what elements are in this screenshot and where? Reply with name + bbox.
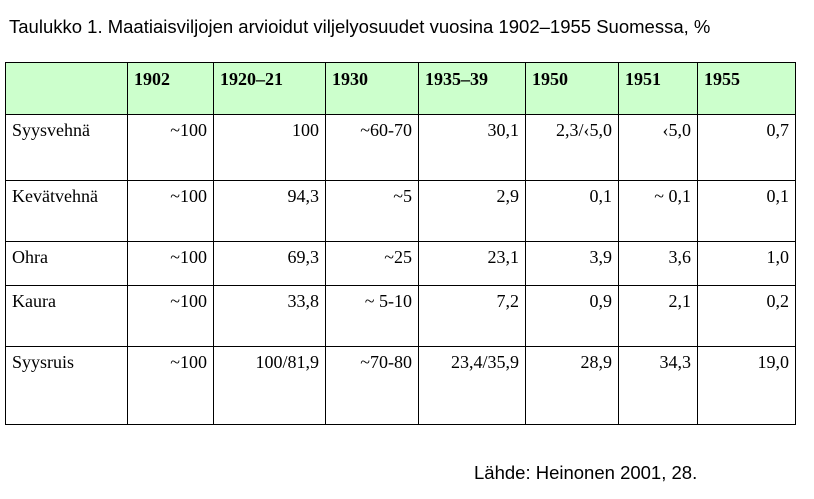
table-row	[6, 347, 796, 425]
table-cell: 23,1	[419, 242, 526, 286]
table-cell: 0,1	[526, 181, 619, 242]
table-cell: ~100	[128, 242, 214, 286]
row-label: Kevätvehnä	[6, 181, 128, 242]
row-label: Syysruis	[6, 347, 128, 425]
row-label: Kaura	[6, 286, 128, 347]
table-cell: ~5	[326, 181, 419, 242]
table-cell: ~100	[128, 181, 214, 242]
row-label: Ohra	[6, 242, 128, 286]
header-cell-1955: 1955	[698, 63, 796, 115]
source-note: Lähde: Heinonen 2001, 28.	[474, 462, 698, 483]
table-cell: 3,6	[619, 242, 698, 286]
table-cell: 2,3/‹5,0	[526, 115, 619, 181]
table-cell: 0,9	[526, 286, 619, 347]
table-cell: 28,9	[526, 347, 619, 425]
table-cell: 2,9	[419, 181, 526, 242]
table-cell: ‹5,0	[619, 115, 698, 181]
table-cell: 3,9	[526, 242, 619, 286]
table-row	[6, 115, 796, 181]
table-cell: 0,7	[698, 115, 796, 181]
table-cell: 1,0	[698, 242, 796, 286]
table-cell: ~25	[326, 242, 419, 286]
row-label: Syysvehnä	[6, 115, 128, 181]
table-cell: 23,4/35,9	[419, 347, 526, 425]
header-cell-1951: 1951	[619, 63, 698, 115]
header-cell-1930: 1930	[326, 63, 419, 115]
table-cell: ~60-70	[326, 115, 419, 181]
table-cell: ~70-80	[326, 347, 419, 425]
table-cell: 33,8	[214, 286, 326, 347]
header-cell-empty	[6, 63, 128, 115]
table-cell: 7,2	[419, 286, 526, 347]
table-cell: 30,1	[419, 115, 526, 181]
table-cell: 100	[214, 115, 326, 181]
table-cell: 100/81,9	[214, 347, 326, 425]
header-cell-1950: 1950	[526, 63, 619, 115]
table-header-row	[6, 63, 796, 115]
table-cell: 2,1	[619, 286, 698, 347]
table-cell: 0,1	[698, 181, 796, 242]
table-cell: ~100	[128, 115, 214, 181]
table-row	[6, 181, 796, 242]
table-caption: Taulukko 1. Maatiaisviljojen arvioidut viljelyosuudet vuosina 1902–1955 Suomessa, %	[9, 16, 711, 37]
header-cell-1935-39: 1935–39	[419, 63, 526, 115]
table-cell: 94,3	[214, 181, 326, 242]
table-cell: 19,0	[698, 347, 796, 425]
table-cell: ~100	[128, 286, 214, 347]
table-row	[6, 242, 796, 286]
table-cell: ~ 0,1	[619, 181, 698, 242]
table-cell: ~ 5-10	[326, 286, 419, 347]
table-cell: 0,2	[698, 286, 796, 347]
table-cell: 34,3	[619, 347, 698, 425]
table-cell: 69,3	[214, 242, 326, 286]
header-cell-1902: 1902	[128, 63, 214, 115]
table-row	[6, 286, 796, 347]
data-table	[5, 62, 796, 425]
table-cell: ~100	[128, 347, 214, 425]
header-cell-1920-21: 1920–21	[214, 63, 326, 115]
